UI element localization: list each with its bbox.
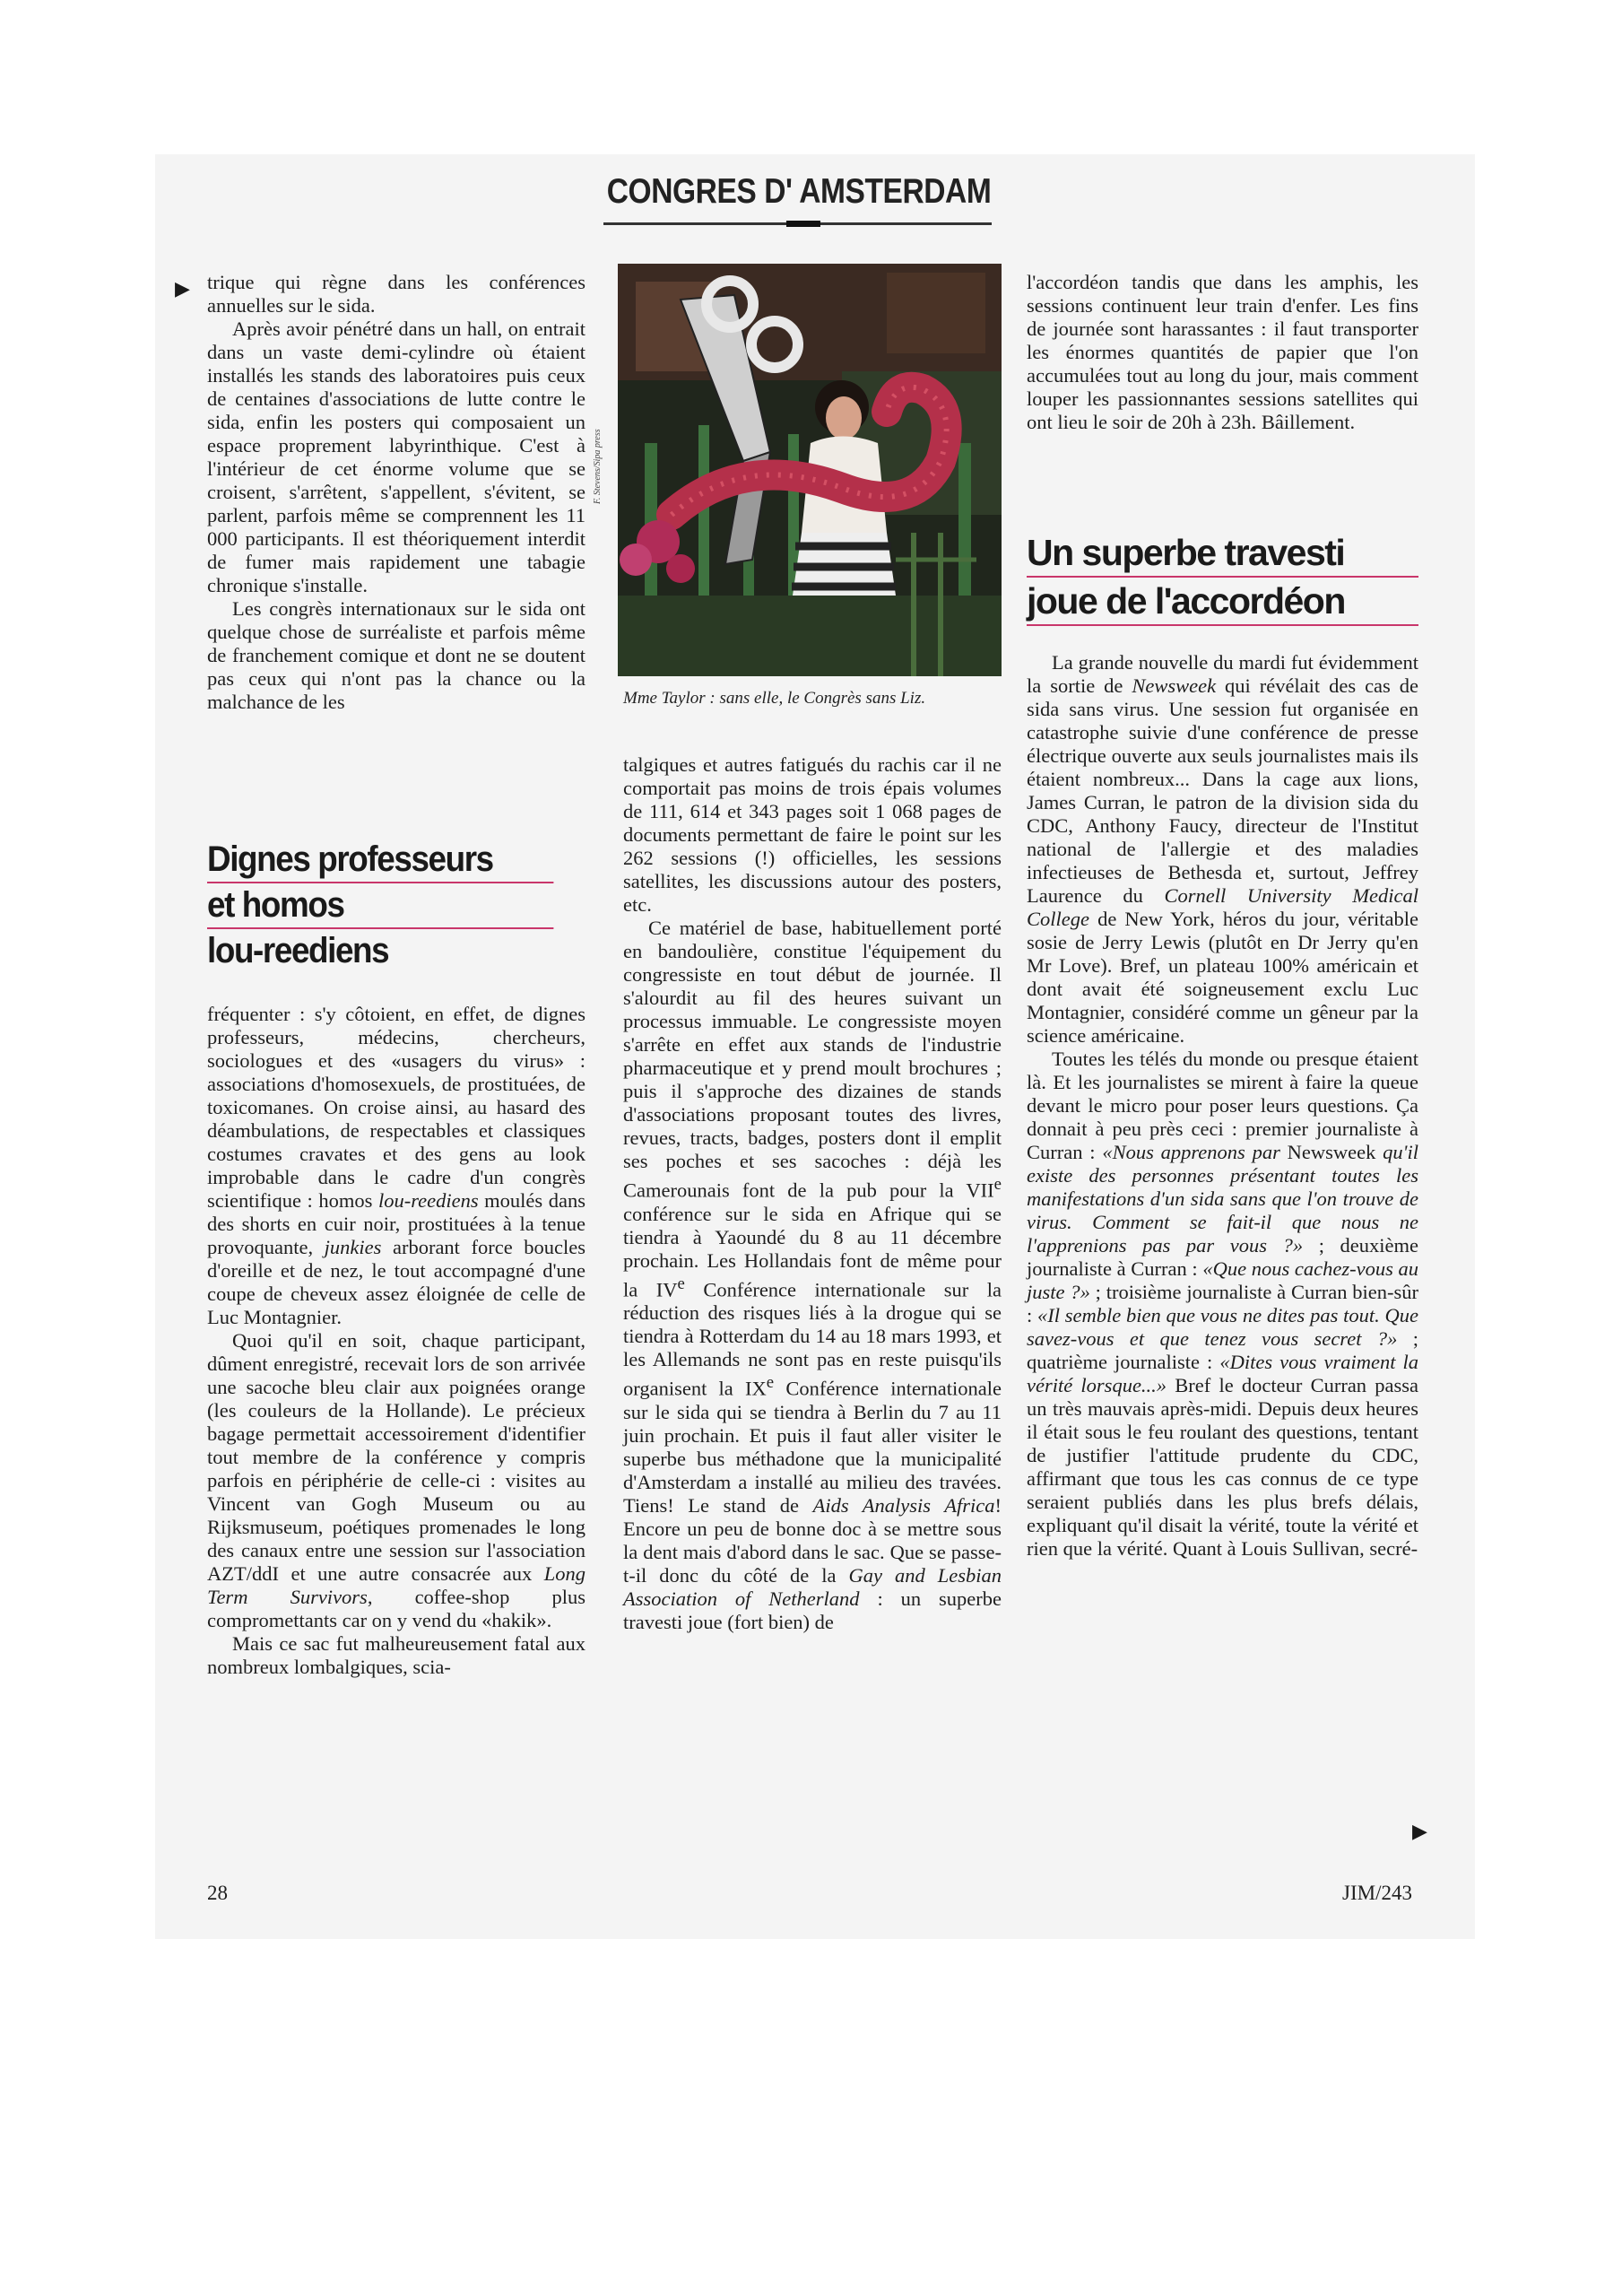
paragraph: Quoi qu'il en soit, chaque participant, dûment enregistré, recevait lors de son arrivée une sacoche bleu clair aux poignées orange (les couleurs de la Hollande). Le précieux bagage permettait accessoirement d'identifier tout membre de la conférence y compris parfois en périphérie de celle-ci : visites au Vincent van Gogh Museum ou au Rijksmuseum, poétiques promenades le long des canaux entre une session sur l'association AZT/ddI et une autre consacrée aux Long Term Survivors, coffee-shop plus compromettants car on y vend du «hakik». <box>207 1329 585 1631</box>
subhead-line: joue de l'accordéon <box>1027 578 1418 626</box>
continued-on-icon: ▶ <box>1412 1821 1427 1843</box>
subhead-line: Dignes professeurs <box>207 838 553 883</box>
paragraph: talgiques et autres fatigués du rachis car il ne comportait pas moins de trois épais volumes de 111, 614 et 343 pages soit 1 068 pages de documents permettant de faire le point sur les 262 sessions (!) officielles, les sessions satellites, les discussions autour des posters, etc. <box>623 753 1002 916</box>
column-3-top <box>1027 271 1418 434</box>
paragraph: Après avoir pénétré dans un hall, on entrait dans un vaste demi-cylindre où étaient installés les stands des laboratoires puis ceux de centaines d'associations de lutte contre le sida, enfin les posters qui composaient un espace proprement labyrinthique. C'est à l'intérieur de cet énorme volume que se croisent, s'arrêtent, s'appellent, s'évitent, se parlent, parfois même se comprennent les 11 000 participants. Il est théoriquement interdit de fumer mais rapidement une tabagie chronique s'installe. <box>207 317 585 596</box>
paragraph: La grande nouvelle du mardi fut évidemment la sortie de Newsweek qui révélait des cas de sida sans virus. Une session fut organisée en catastrophe suivie d'une conférence de presse électrique ouverte aux seuls journalistes mais ils étaient nombreux... Dans la cage aux lions, James Curran, le patron de la division sida du CDC, Anthony Faucy, directeur de l'Institut national de l'allergie et des maladies infectieuses de Bethesda et, surtout, Jeffrey Laurence du Cornell University Medical College de New York, héros du jour, véritable sosie de Jerry Lewis (plutôt en Dr Jerry qu'en Mr Love). Bref, un plateau 100% américain et dont avait été soigneusement exclu Luc Montagnier, considéré comme un gêneur par la science américaine. <box>1027 651 1418 1047</box>
issue-number: JIM/243 <box>1342 1882 1412 1904</box>
page-number: 28 <box>207 1882 228 1904</box>
photo-caption: Mme Taylor : sans elle, le Congrès sans Liz. <box>623 689 926 708</box>
column-1-bottom <box>207 1003 585 1679</box>
subhead-line: Un superbe travesti <box>1027 529 1418 578</box>
section-header: CONGRES D' AMSTERDAM <box>606 172 991 211</box>
continued-from-icon: ▶ <box>175 278 190 300</box>
photo-credit: F. Stevens/Sipa press <box>593 429 603 504</box>
header-rule-block <box>786 221 820 227</box>
paragraph: Les congrès internationaux sur le sida ont quelque chose de surréaliste et parfois même de franchement comique et dont ne se doutent pas ceux qui n'ont pas la chance ou la malchance de les <box>207 597 585 713</box>
paragraph: Mais ce sac fut malheureusement fatal aux nombreux lombalgiques, scia- <box>207 1632 585 1678</box>
column-2 <box>623 753 1002 1634</box>
column-3-bottom <box>1027 651 1418 1561</box>
subhead-line: lou-reediens <box>207 931 389 970</box>
subhead-dignes-professeurs <box>207 838 584 973</box>
paragraph: l'accordéon tandis que dans les amphis, les sessions continuent leur train d'enfer. Les fins de journée sont harassantes : il faut transporter les énormes quantités de papier que l'on accumulées tout au long du jour, mais comment louper les passionnantes sessions satellites qui ont lieu le soir de 20h à 23h. Bâillement. <box>1027 271 1418 433</box>
paragraph: fréquenter : s'y côtoient, en effet, de dignes professeurs, médecins, chercheurs, sociologues et des «usagers du virus» : associations d'homosexuels, de prostituées, de toxicomanes. On croise ainsi, au hasard des déambulations, de respectables et classiques costumes cravates et des gens au look improbable dans le cadre d'un congrès scientifique : homos lou-reediens moulés dans des shorts en cuir noir, prostituées à la tenue provoquante, junkies arborant force boucles d'oreille et de nez, le tout accompagné d'une coupe de cheveux assez éloignée de celle de Luc Montagnier. <box>207 1003 586 1328</box>
paragraph: trique qui règne dans les conférences annuelles sur le sida. <box>207 271 585 317</box>
magazine-page <box>155 154 1475 1939</box>
photo-illustration <box>618 264 1002 676</box>
subhead-line: et homos <box>207 883 553 929</box>
subhead-superbe-travesti <box>1027 529 1418 626</box>
paragraph: Ce matériel de base, habituellement porté en bandoulière, constitue l'équipement du congressiste en tout début de journée. Il s'alourdit au fil des heures suivant un processus immuable. Le congressiste moyen s'arrête en effet aux stands de l'industrie pharmaceutique et y prend moult brochures ; puis il s'approche des dizaines de stands d'associations proposant toutes des livres, revues, tracts, badges, posters dont il emplit ses poches et ses sacoches : déjà les Camerounais font de la pub pour la VIIe conférence sur le sida en Afrique qui se tiendra à Yaoundé du 8 au 11 décembre prochain. Les Hollandais font de même pour la IVe Conférence internationale sur la réduction des risques liés à la drogue qui se tiendra à Rotterdam du 14 au 18 mars 1993, et les Allemands ne sont pas en reste puisqu'ils organisent la IXe Conférence internationale sur le sida qui se tiendra à Berlin du 7 au 11 juin prochain. Et puis il faut aller visiter le superbe bus méthadone que la municipalité d'Amsterdam a installé au milieu des travées. Tiens! Le stand de Aids Analysis Africa! Encore un peu de bonne doc à se mettre sous la dent mais d'abord dans le sac. Que se passe-t-il donc du côté de la Gay and Lesbian Association of Netherland : un superbe travesti joue (fort bien) de <box>623 917 1002 1633</box>
photo <box>618 264 1002 676</box>
paragraph: Toutes les télés du monde ou presque étaient là. Et les journalistes se mirent à faire la queue devant le micro pour poser leurs questions. Ça donnait à peu près ceci : premier journaliste à Curran : «Nous apprenons par Newsweek qu'il existe des personnes présentant toutes les manifestations d'un sida sans que l'on trouve de virus. Comment se fait-il que nous ne l'apprenions pas par vous ?» ; deuxième journaliste à Curran : «Que nous cachez-vous au juste ?» ; troisième journaliste à Curran bien-sûr : «Il semble bien que vous ne dites pas tout. Que savez-vous et que tenez vous secret ?» ; quatrième journaliste : «Dites vous vraiment la vérité lorsque...» Bref le docteur Curran passa un très mauvais après-midi. Depuis deux heures il était sous le feu roulant des questions, tentant de justifier l'attitude prudente du CDC, affirmant que tous les cas connus de ce type seraient publiés dans les plus brefs délais, expliquant qu'il disait la vérité, toute la vérité et rien que la vérité. Quant à Louis Sullivan, secré- <box>1027 1048 1419 1560</box>
column-1-top <box>207 271 585 714</box>
